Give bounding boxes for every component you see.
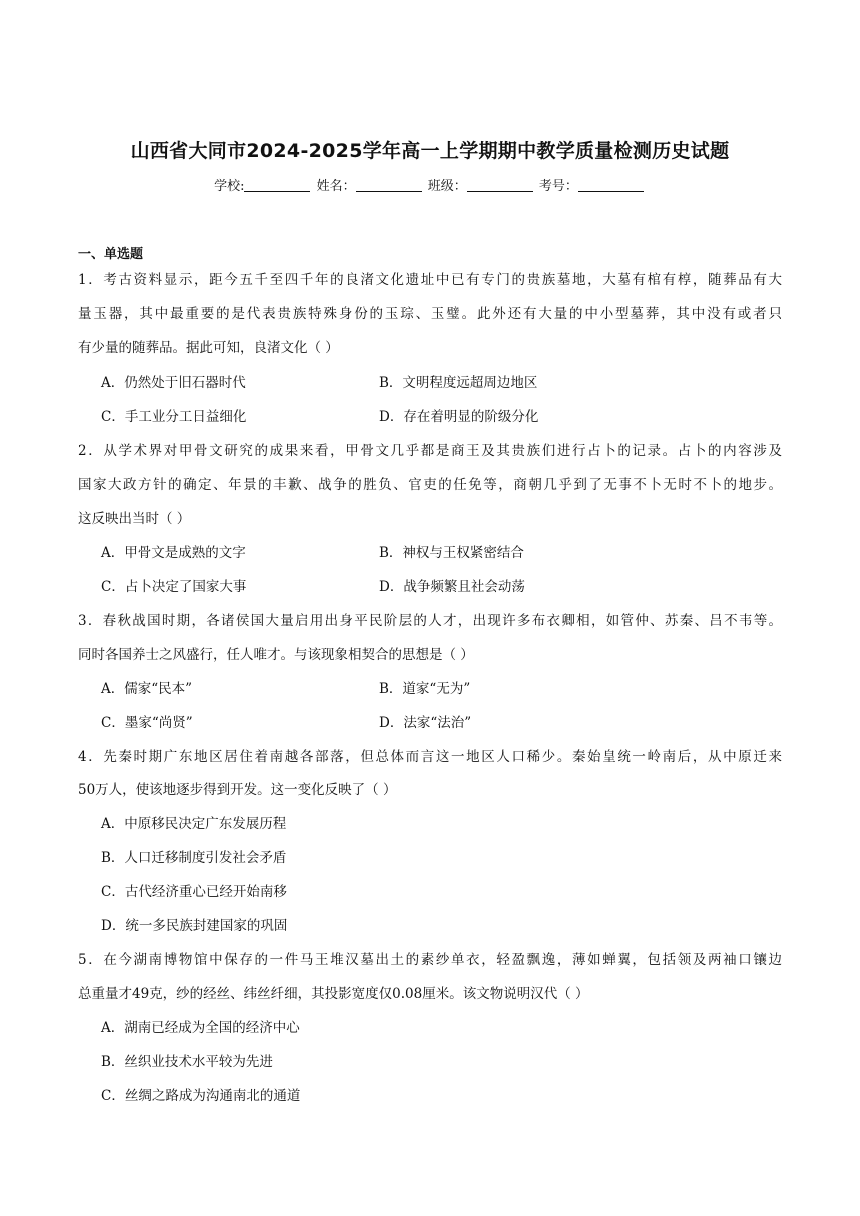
number-label: 考号： [538, 179, 578, 194]
question-5-option-b[interactable]: B．丝织业技术水平较为先进 [101, 1054, 273, 1070]
question-4-line-1: 4．先秦时期广东地区居住着南越各部落，但总体而言这一地区人口稀少。秦始皇统一岭南后，从中原迁来 [78, 749, 782, 765]
question-2-option-c[interactable]: C．占卜决定了国家大事 [101, 579, 247, 595]
section-heading: 一、单选题 [78, 247, 144, 262]
question-5-line-1: 5．在今湖南博物馆中保存的一件马王堆汉墓出土的素纱单衣，轻盈飘逸，薄如蝉翼，包括领及两袖口镶边 [78, 952, 782, 968]
question-3-option-b[interactable]: B．道家“无为” [379, 681, 471, 697]
question-3-option-a[interactable]: A．儒家“民本” [101, 681, 193, 697]
question-5-line-2: 总重量才49克，纱的经丝、纬丝纤细，其投影宽度仅0.08厘米。该文物说明汉代（ ） [78, 986, 589, 1002]
school-blank[interactable] [244, 179, 310, 192]
question-1-option-c[interactable]: C．手工业分工日益细化 [101, 409, 247, 425]
question-2-option-d[interactable]: D．战争频繁且社会动荡 [379, 579, 525, 595]
question-1-option-b[interactable]: B．文明程度远超周边地区 [379, 375, 538, 391]
question-4-option-a[interactable]: A．中原移民决定广东发展历程 [101, 816, 287, 832]
question-1-option-a[interactable]: A．仍然处于旧石器时代 [101, 375, 246, 391]
question-2-option-b[interactable]: B．神权与王权紧密结合 [379, 545, 524, 561]
number-blank[interactable] [578, 179, 644, 192]
class-blank[interactable] [467, 179, 533, 192]
question-1-line-2: 量玉器，其中最重要的是代表贵族特殊身份的玉琮、玉璧。此外还有大量的中小型墓葬，其中没有或者只 [78, 306, 782, 322]
name-blank[interactable] [356, 179, 422, 192]
question-4-line-2: 50万人，使该地逐步得到开发。这一变化反映了（ ） [78, 782, 397, 798]
question-4-option-d[interactable]: D．统一多民族封建国家的巩固 [101, 918, 288, 934]
question-5-option-c[interactable]: C．丝绸之路成为沟通南北的通道 [101, 1088, 301, 1104]
question-3-option-c[interactable]: C．墨家“尚贤” [101, 715, 193, 731]
question-2-line-2: 国家大政方针的确定、年景的丰歉、战争的胜负、官吏的任免等，商朝几乎到了无事不卜无时不卜的地步。 [78, 477, 782, 493]
question-1-option-d[interactable]: D．存在着明显的阶级分化 [379, 409, 539, 425]
question-4-option-c[interactable]: C．古代经济重心已经开始南移 [101, 884, 287, 900]
name-label: 姓名： [316, 179, 356, 194]
question-3-line-2: 同时各国养士之风盛行，任人唯才。与该现象相契合的思想是（ ） [78, 647, 474, 663]
question-2-line-3: 这反映出当时（ ） [78, 511, 191, 527]
class-label: 班级： [427, 179, 467, 194]
question-2-line-1: 2．从学术界对甲骨文研究的成果来看，甲骨文几乎都是商王及其贵族们进行占卜的记录。占卜的内容涉及 [78, 443, 782, 459]
page-title: 山西省大同市2024-2025学年高一上学期期中教学质量检测历史试题 [130, 140, 730, 162]
question-3-line-1: 3．春秋战国时期，各诸侯国大量启用出身平民阶层的人才，出现许多布衣卿相，如管仲、苏秦、吕不韦等。 [78, 613, 782, 629]
student-info-line [0, 175, 860, 194]
question-1-line-1: 1．考古资料显示，距今五千至四千年的良渚文化遗址中已有专门的贵族墓地，大墓有棺有椁，随葬品有大 [78, 272, 782, 288]
question-5-option-a[interactable]: A．湖南已经成为全国的经济中心 [101, 1020, 300, 1036]
question-3-option-d[interactable]: D．法家“法治” [379, 715, 472, 731]
question-2-option-a[interactable]: A．甲骨文是成熟的文字 [101, 545, 246, 561]
question-1-line-3: 有少量的随葬品。据此可知，良渚文化（ ） [78, 340, 339, 356]
question-4-option-b[interactable]: B．人口迁移制度引发社会矛盾 [101, 850, 287, 866]
school-label: 学校: [214, 179, 245, 194]
